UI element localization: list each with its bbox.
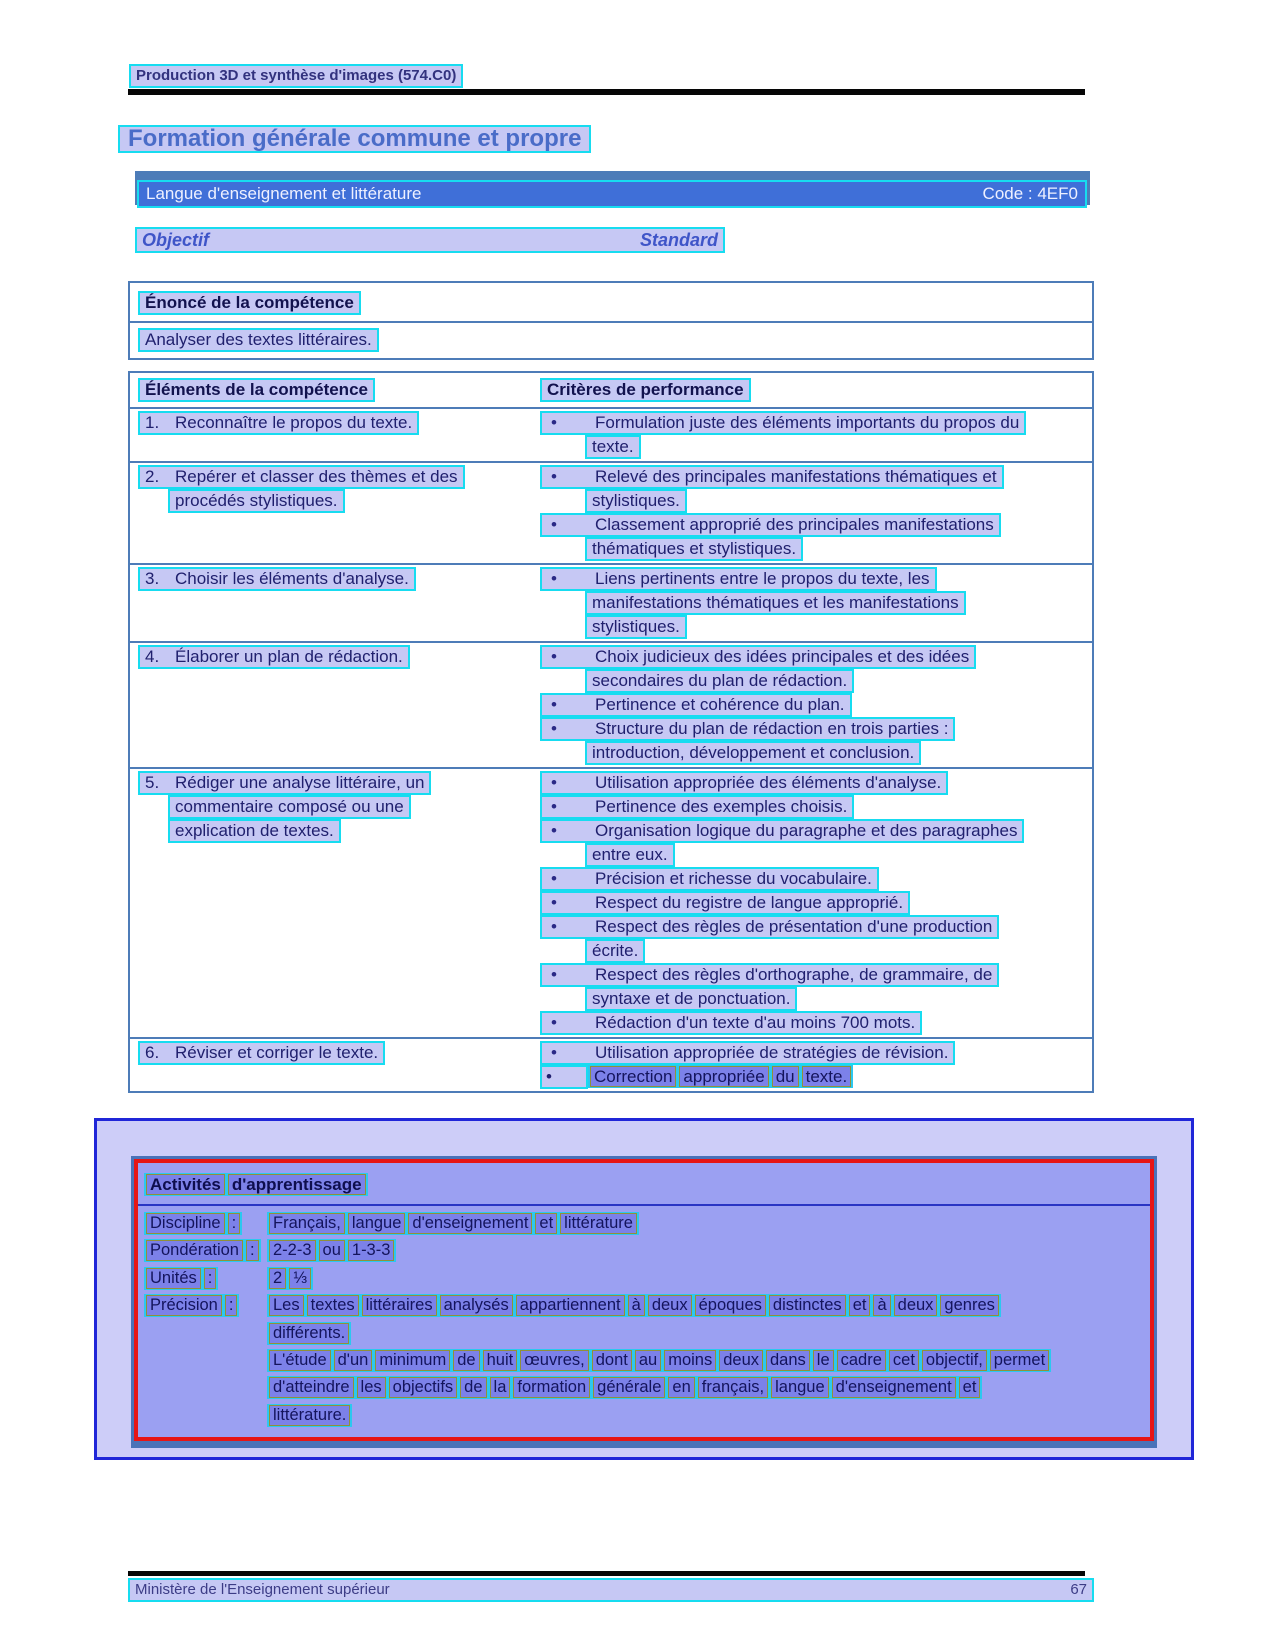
word-annotated-line xyxy=(267,1404,352,1427)
table-row xyxy=(130,643,1092,769)
criterion-text xyxy=(585,669,854,693)
word-box: objectif, xyxy=(922,1350,987,1371)
bullet-icon: • xyxy=(551,893,557,912)
bullet-icon: • xyxy=(551,647,557,666)
criterion-line-text: Choix judicieux des idées principales et des idées xyxy=(595,647,970,666)
activites-value-line xyxy=(267,1294,1144,1321)
word-box: formation xyxy=(513,1377,590,1398)
word-box: : xyxy=(225,1295,238,1316)
word-box: analysés xyxy=(440,1295,513,1316)
activites-value-line xyxy=(267,1267,1144,1294)
criterion-text xyxy=(540,717,955,741)
word-box: minimum xyxy=(375,1350,450,1371)
activites-label-line xyxy=(144,1212,267,1239)
element-text xyxy=(168,489,345,513)
criteria-cell xyxy=(540,567,1092,639)
criterion-text xyxy=(585,615,687,639)
criterion-line-text: thématiques et stylistiques. xyxy=(592,539,797,558)
activites-value-line xyxy=(267,1239,1144,1266)
element-number: 2. xyxy=(145,467,160,486)
criterion-line-row xyxy=(540,1011,1092,1035)
element-number: 3. xyxy=(145,569,160,588)
activites-label xyxy=(144,1212,267,1239)
table-row xyxy=(130,1039,1092,1091)
table-row xyxy=(130,769,1092,1039)
element-line-text: Réviser et corriger le texte. xyxy=(175,1043,379,1062)
criterion-line-row xyxy=(540,435,1092,459)
word-box: cadre xyxy=(837,1350,886,1371)
bullet-icon: • xyxy=(551,797,557,816)
word-box: la xyxy=(490,1377,511,1398)
bullet-icon: • xyxy=(551,719,557,738)
word-annotated-line xyxy=(144,1267,218,1290)
bullet-icon: • xyxy=(551,467,557,486)
bullet-icon: • xyxy=(551,1013,557,1032)
footer-ministry: Ministère de l'Enseignement supérieur xyxy=(135,1581,390,1598)
word-box: Précision xyxy=(146,1295,222,1316)
criterion-line-row xyxy=(540,741,1092,765)
criterion-line-text: écrite. xyxy=(592,941,639,960)
activites-label xyxy=(144,1239,267,1266)
word-box: d'enseignement xyxy=(408,1213,532,1234)
page-title: Formation générale commune et propre xyxy=(118,125,591,153)
competence-table xyxy=(128,371,1094,1093)
criterion-line-text: stylistiques. xyxy=(592,617,680,636)
enonce-table xyxy=(128,281,1094,360)
criterion-text xyxy=(585,591,966,615)
word-box: et xyxy=(959,1377,981,1398)
criterion-line-text: Respect des règles de présentation d'une production xyxy=(595,917,993,936)
table-row xyxy=(130,409,1092,463)
criterion-line-text: Structure du plan de rédaction en trois parties : xyxy=(595,719,949,738)
criterion-line-row xyxy=(540,1065,1092,1089)
word-box: de xyxy=(460,1377,486,1398)
element-text xyxy=(138,1041,385,1065)
word-annotated-line xyxy=(267,1294,1001,1317)
word-box: le xyxy=(813,1350,834,1371)
criterion-line-row xyxy=(540,411,1092,435)
criterion-line-row xyxy=(540,1041,1092,1065)
word-box: et xyxy=(535,1213,557,1234)
word-box: genres xyxy=(940,1295,998,1316)
word-box: d'atteindre xyxy=(269,1377,354,1398)
criterion-line-row xyxy=(540,591,1092,615)
activites-header xyxy=(138,1163,1150,1206)
criterion-text xyxy=(540,465,1004,489)
banner-subject: Langue d'enseignement et littérature xyxy=(146,184,422,203)
criterion-line-row xyxy=(540,987,1092,1011)
word-box: 2 xyxy=(269,1268,286,1289)
criteria-cell xyxy=(540,411,1092,459)
element-cell xyxy=(130,645,540,765)
element-number: 4. xyxy=(145,647,160,666)
word-box: époques xyxy=(695,1295,766,1316)
word-annotated-line xyxy=(588,1065,853,1088)
enonce-header: Énoncé de la compétence xyxy=(138,291,361,315)
column-header-criteres: Critères de performance xyxy=(540,378,751,402)
word-box: en xyxy=(668,1377,694,1398)
criterion-line-text: secondaires du plan de rédaction. xyxy=(592,671,848,690)
activites-value-line xyxy=(267,1212,1144,1239)
criterion-line-row xyxy=(540,717,1092,741)
criterion-line-text: Pertinence des exemples choisis. xyxy=(595,797,848,816)
word-box: ⅓ xyxy=(289,1268,311,1289)
word-annotated-line xyxy=(144,1212,242,1235)
word-box: dans xyxy=(766,1350,810,1371)
word-box: au xyxy=(635,1350,661,1371)
banner-code: Code : 4EF0 xyxy=(982,184,1078,203)
word-box: Les xyxy=(269,1295,304,1316)
word-box: deux xyxy=(648,1295,692,1316)
element-text xyxy=(138,645,410,669)
word-box: d'un xyxy=(334,1350,373,1371)
element-cell xyxy=(130,771,540,1035)
word-annotated-line xyxy=(267,1239,396,1262)
activites-value-line xyxy=(267,1376,1144,1403)
criterion-text xyxy=(540,567,937,591)
criterion-text xyxy=(540,1011,922,1035)
word-box: langue xyxy=(348,1213,406,1234)
word-box: littérature xyxy=(560,1213,637,1234)
word-box: texte. xyxy=(802,1066,852,1087)
word-box: du xyxy=(772,1066,799,1087)
element-line-row xyxy=(138,819,540,843)
element-cell xyxy=(130,465,540,561)
section-banner-highlight xyxy=(137,180,1087,208)
element-line-text: Élaborer un plan de rédaction. xyxy=(175,647,403,666)
word-box: Pondération xyxy=(146,1240,243,1261)
activites-label-line xyxy=(144,1294,267,1321)
activites-label-line xyxy=(144,1267,267,1294)
criterion-line-text: stylistiques. xyxy=(592,491,680,510)
criterion-line-text: manifestations thématiques et les manifestations xyxy=(592,593,959,612)
criterion-line-row xyxy=(540,771,1092,795)
element-cell xyxy=(130,1041,540,1089)
word-box: et xyxy=(849,1295,871,1316)
activites-label-line xyxy=(144,1239,267,1266)
criterion-line-text: Pertinence et cohérence du plan. xyxy=(595,695,845,714)
word-annotated-line xyxy=(144,1239,261,1262)
criterion-line-row xyxy=(540,669,1092,693)
element-line-row xyxy=(138,465,540,489)
criterion-text xyxy=(585,741,921,765)
element-line-text: Reconnaître le propos du texte. xyxy=(175,413,413,432)
word-box: 2-2-3 xyxy=(269,1240,316,1261)
activites-row xyxy=(144,1267,1144,1294)
word-box: cet xyxy=(889,1350,919,1371)
criterion-line-text: syntaxe et de ponctuation. xyxy=(592,989,791,1008)
criterion-line-row xyxy=(540,915,1092,939)
bullet-icon: • xyxy=(551,413,557,432)
criterion-line-text: Formulation juste des éléments importants du propos du xyxy=(595,413,1020,432)
word-box: d'apprentissage xyxy=(228,1174,366,1195)
element-line-row xyxy=(138,795,540,819)
criterion-text xyxy=(540,867,879,891)
criterion-text xyxy=(585,987,797,1011)
element-text xyxy=(168,819,341,843)
footer-rule xyxy=(128,1571,1085,1576)
word-box: moins xyxy=(664,1350,716,1371)
criterion-line-text: Classement approprié des principales manifestations xyxy=(595,515,994,534)
criterion-line-row xyxy=(540,537,1092,561)
word-box: Unités xyxy=(146,1268,201,1289)
criterion-text xyxy=(585,939,645,963)
word-annotated-line xyxy=(144,1294,239,1317)
criterion-line-text: Relevé des principales manifestations thématiques et xyxy=(595,467,997,486)
criterion-line-text: Respect du registre de langue approprié. xyxy=(595,893,904,912)
word-box: littéraires xyxy=(362,1295,437,1316)
criterion-text xyxy=(585,435,641,459)
word-box: littérature. xyxy=(269,1405,350,1426)
header-rule xyxy=(128,89,1085,95)
table-row xyxy=(130,463,1092,565)
word-annotated-line xyxy=(267,1349,1051,1372)
column-header-elements: Éléments de la compétence xyxy=(138,378,375,402)
activites-red-annotation-box xyxy=(134,1159,1154,1441)
word-annotated-line xyxy=(144,1173,368,1196)
criterion-line-row xyxy=(540,867,1092,891)
enonce-body: Analyser des textes littéraires. xyxy=(138,328,379,352)
activites-value xyxy=(267,1294,1144,1431)
section-banner xyxy=(135,171,1090,205)
element-text xyxy=(138,771,431,795)
bullet-icon: • xyxy=(551,773,557,792)
criterion-text xyxy=(585,537,803,561)
bullet-icon: • xyxy=(551,965,557,984)
criterion-line-text: Respect des règles d'orthographe, de grammaire, de xyxy=(595,965,993,984)
enonce-header-row xyxy=(130,283,1092,323)
criterion-line-row xyxy=(540,795,1092,819)
word-box: textes xyxy=(307,1295,359,1316)
word-box: Activités xyxy=(146,1174,225,1195)
running-header: Production 3D et synthèse d'images (574.C0) xyxy=(129,64,463,88)
criterion-line-text: texte. xyxy=(592,437,634,456)
word-box: différents. xyxy=(269,1323,349,1344)
activites-value-line xyxy=(267,1349,1144,1376)
element-line-text: procédés stylistiques. xyxy=(175,491,338,510)
criterion-line-row xyxy=(540,513,1092,537)
element-line-text: commentaire composé ou une xyxy=(175,797,404,816)
word-box: 1-3-3 xyxy=(348,1240,395,1261)
objectif-label: Objectif xyxy=(142,230,210,250)
activites-label xyxy=(144,1294,267,1431)
criterion-line-row xyxy=(540,891,1092,915)
criterion-text xyxy=(540,915,999,939)
bullet-icon: • xyxy=(551,917,557,936)
activites-row xyxy=(144,1212,1144,1239)
element-text xyxy=(138,411,419,435)
activites-body xyxy=(138,1206,1150,1437)
activites-value-line xyxy=(267,1322,1144,1349)
criterion-text xyxy=(540,411,1026,435)
word-annotated-line xyxy=(267,1212,639,1235)
word-box: Correction xyxy=(590,1066,676,1087)
table-row xyxy=(130,565,1092,643)
criterion-line-row xyxy=(540,819,1092,843)
criterion-line-text: Organisation logique du paragraphe et des paragraphes xyxy=(595,821,1018,840)
word-box: L'étude xyxy=(269,1350,331,1371)
word-box: Discipline xyxy=(146,1213,225,1234)
activites-value xyxy=(267,1212,1144,1239)
criterion-text xyxy=(540,771,948,795)
activites-row xyxy=(144,1239,1144,1266)
element-line-text: explication de textes. xyxy=(175,821,334,840)
criterion-text xyxy=(540,513,1001,537)
element-line-row xyxy=(138,1041,540,1065)
activites-value xyxy=(267,1267,1144,1294)
criterion-line-row xyxy=(540,963,1092,987)
bullet-icon: • xyxy=(551,869,557,888)
criterion-text xyxy=(540,963,999,987)
criterion-line-row xyxy=(540,693,1092,717)
word-box: générale xyxy=(593,1377,665,1398)
criterion-line-row xyxy=(540,567,1092,591)
criteria-cell xyxy=(540,465,1092,561)
word-box: objectifs xyxy=(389,1377,458,1398)
word-box: deux xyxy=(894,1295,938,1316)
bullet-icon: • xyxy=(551,515,557,534)
criterion-line-row xyxy=(540,939,1092,963)
criterion-text xyxy=(585,843,675,867)
word-box: Français, xyxy=(269,1213,345,1234)
word-box: d'enseignement xyxy=(832,1377,956,1398)
criterion-line-text: introduction, développement et conclusion. xyxy=(592,743,915,762)
criterion-line-text: entre eux. xyxy=(592,845,668,864)
word-annotated-line xyxy=(267,1322,351,1345)
word-box: français, xyxy=(698,1377,768,1398)
word-box: permet xyxy=(990,1350,1049,1371)
page-footer xyxy=(128,1578,1094,1602)
element-number: 6. xyxy=(145,1043,160,1062)
bullet-icon: • xyxy=(551,1043,557,1062)
criterion-line-row xyxy=(540,615,1092,639)
standard-label: Standard xyxy=(639,230,718,250)
criterion-line-text: Rédaction d'un texte d'au moins 700 mots. xyxy=(595,1013,916,1032)
criterion-line-text: Utilisation appropriée des éléments d'analyse. xyxy=(595,773,942,792)
word-box: à xyxy=(873,1295,890,1316)
criterion-line-row xyxy=(540,645,1092,669)
bullet-icon: • xyxy=(546,1067,552,1086)
objectif-standard-row xyxy=(135,227,725,253)
element-line-row xyxy=(138,645,540,669)
word-box: langue xyxy=(771,1377,829,1398)
criterion-line-row xyxy=(540,843,1092,867)
element-line-text: Repérer et classer des thèmes et des xyxy=(175,467,458,486)
enonce-body-row xyxy=(130,323,1092,358)
criteria-cell xyxy=(540,645,1092,765)
word-box: : xyxy=(246,1240,259,1261)
element-line-row xyxy=(138,771,540,795)
criterion-line-text: Précision et richesse du vocabulaire. xyxy=(595,869,872,888)
element-line-row xyxy=(138,411,540,435)
word-box: appropriée xyxy=(679,1066,768,1087)
criterion-text xyxy=(540,795,854,819)
word-annotated-line xyxy=(267,1376,982,1399)
competence-table-header xyxy=(130,373,1092,409)
criterion-line-text: Utilisation appropriée de stratégies de révision. xyxy=(595,1043,949,1062)
element-number: 1. xyxy=(145,413,160,432)
criterion-text xyxy=(540,1041,955,1065)
word-box: de xyxy=(453,1350,479,1371)
criterion-text xyxy=(540,693,852,717)
activites-label xyxy=(144,1267,267,1294)
criterion-text xyxy=(540,645,976,669)
bullet-icon: • xyxy=(551,695,557,714)
element-line-row xyxy=(138,567,540,591)
element-line-row xyxy=(138,489,540,513)
criteria-cell xyxy=(540,771,1092,1035)
word-box: les xyxy=(357,1377,386,1398)
word-box: : xyxy=(204,1268,217,1289)
criteria-cell xyxy=(540,1041,1092,1089)
word-box: appartiennent xyxy=(516,1295,625,1316)
activites-value xyxy=(267,1239,1144,1266)
bullet-icon: • xyxy=(551,821,557,840)
element-line-text: Choisir les éléments d'analyse. xyxy=(175,569,409,588)
word-annotated-line xyxy=(267,1267,313,1290)
element-line-text: Rédiger une analyse littéraire, un xyxy=(175,773,425,792)
criterion-text xyxy=(585,489,687,513)
bullet-box xyxy=(540,1065,588,1089)
word-box: distinctes xyxy=(769,1295,846,1316)
element-text xyxy=(138,465,465,489)
criterion-line-text: Liens pertinents entre le propos du texte, les xyxy=(595,569,930,588)
element-cell xyxy=(130,411,540,459)
element-text xyxy=(168,795,411,819)
activites-row xyxy=(144,1294,1144,1431)
word-box: ou xyxy=(319,1240,345,1261)
criterion-text xyxy=(540,819,1024,843)
word-box: deux xyxy=(719,1350,763,1371)
criterion-line-row xyxy=(540,489,1092,513)
activites-value-line xyxy=(267,1404,1144,1431)
word-box: huit xyxy=(483,1350,518,1371)
activites-table xyxy=(131,1156,1157,1448)
element-text xyxy=(138,567,416,591)
criterion-text xyxy=(540,891,910,915)
element-cell xyxy=(130,567,540,639)
word-box: dont xyxy=(592,1350,632,1371)
word-box: œuvres, xyxy=(520,1350,589,1371)
word-box: : xyxy=(228,1213,241,1234)
element-number: 5. xyxy=(145,773,160,792)
bullet-icon: • xyxy=(551,569,557,588)
footer-page-number: 67 xyxy=(1070,1581,1087,1598)
criterion-line-row xyxy=(540,465,1092,489)
word-box: à xyxy=(628,1295,645,1316)
